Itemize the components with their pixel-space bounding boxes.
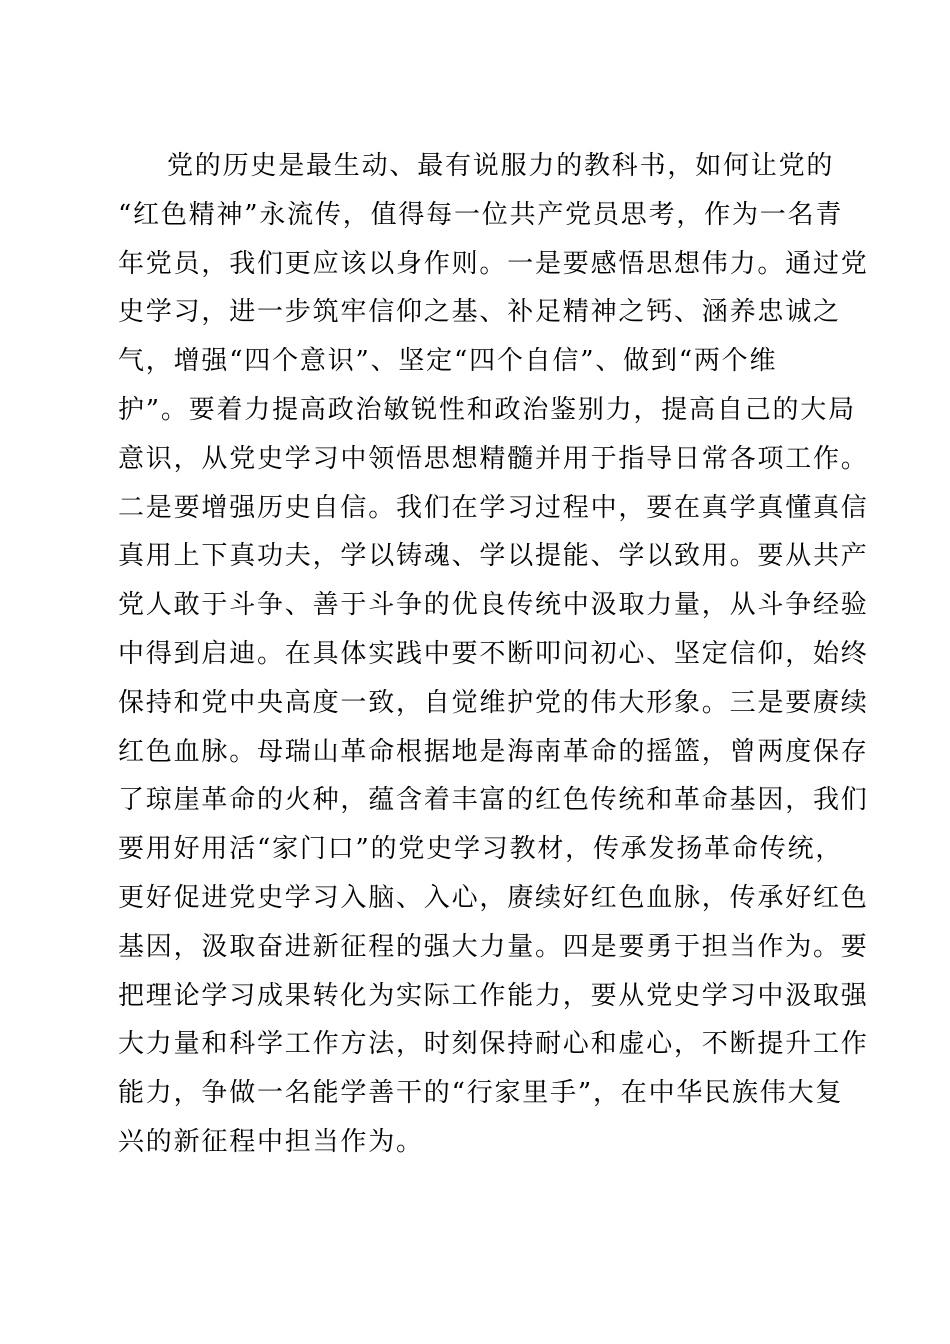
body-paragraph (118, 142, 869, 1167)
paragraph-line: 把理论学习成果转化为实际工作能力，要从党史学习中汲取强 (118, 980, 869, 1011)
paragraph-line: 能力，争做一名能学善干的“行家里手”，在中华民族伟大复 (118, 1078, 844, 1109)
paragraph-line: “红色精神”永流传，值得每一位共产党员思考，作为一名青 (118, 199, 844, 230)
paragraph-line: 史学习，进一步筑牢信仰之基、补足精神之钙、涵养忠诚之 (118, 297, 841, 328)
paragraph-line: 二是要增强历史自信。我们在学习过程中，要在真学真懂真信 (118, 492, 869, 523)
paragraph-line: 大力量和科学工作方法，时刻保持耐心和虚心，不断提升工作 (118, 1029, 869, 1060)
paragraph-line: 护”。要着力提高政治敏锐性和政治鉴别力，提高自己的大局 (118, 394, 856, 425)
paragraph-line: 要用好用活“家门口”的党史学习教材，传承发扬革命传统， (118, 834, 844, 865)
paragraph-line: 兴的新征程中担当作为。 (118, 1126, 424, 1157)
paragraph-line: 保持和党中央高度一致，自觉维护党的伟大形象。三是要赓续 (118, 687, 869, 718)
paragraph-line: 年党员，我们更应该以身作则。一是要感悟思想伟力。通过党 (118, 248, 869, 279)
paragraph-line: 气，增强“四个意识”、坚定“四个自信”、做到“两个维 (118, 346, 778, 377)
paragraph-line: 党的历史是最生动、最有说服力的教科书，如何让党的 (167, 151, 835, 181)
paragraph-line: 红色血脉。母瑞山革命根据地是海南革命的摇篮，曾两度保存 (118, 736, 869, 767)
paragraph-line: 意识，从党史学习中领悟思想精髓并用于指导日常各项工作。 (118, 443, 869, 474)
paragraph-line: 中得到启迪。在具体实践中要不断叩问初心、坚定信仰，始终 (118, 638, 869, 669)
paragraph-line: 基因，汲取奋进新征程的强大力量。四是要勇于担当作为。要 (118, 931, 869, 962)
paragraph-line: 真用上下真功夫，学以铸魂、学以提能、学以致用。要从共产 (118, 541, 869, 572)
paragraph-line: 党人敢于斗争、善于斗争的优良传统中汲取力量，从斗争经验 (118, 590, 869, 621)
paragraph-line: 了琼崖革命的火种，蕴含着丰富的红色传统和革命基因，我们 (118, 785, 869, 816)
paragraph-line: 更好促进党史学习入脑、入心，赓续好红色血脉，传承好红色 (118, 882, 869, 913)
